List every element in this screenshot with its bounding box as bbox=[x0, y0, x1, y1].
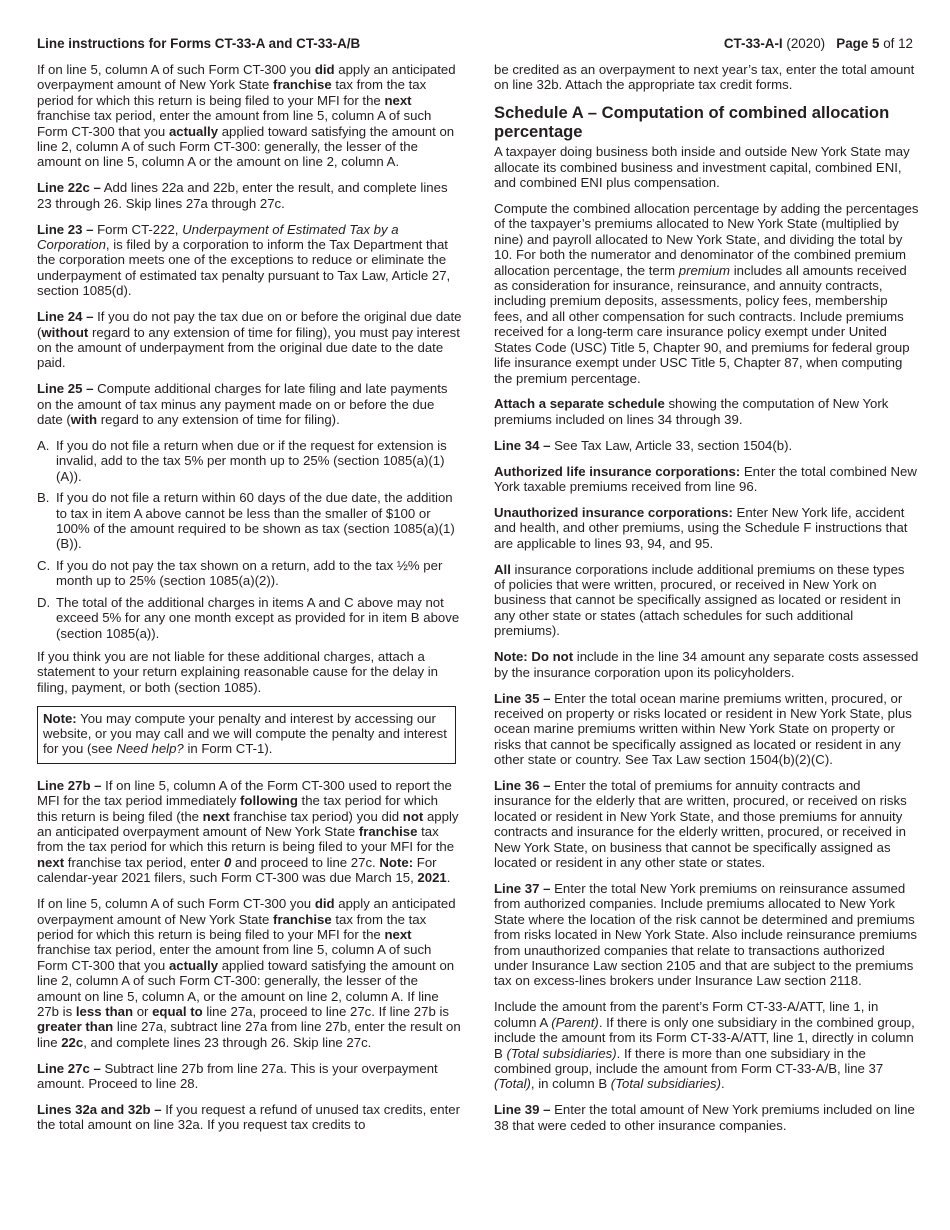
line-27c-instruction: Line 27c – Subtract line 27b from line 27a. This is your overpayment amount. Proceed to line 28. bbox=[37, 1060, 438, 1092]
paragraph-line5-did-apply: If on line 5, column A of such Form CT-300 you did apply an anticipated overpayment amount of New York State franchise tax from the tax period for which this return is being filed to your MFI for the next franchise tax period, enter the amount from line 5, column A of such Form CT-300 that you actually applied toward satisfying the amount on line 2, column A of such Form CT-300: generally, the lesser of the amount on line 5, column A or the amount on line 2, column A. bbox=[37, 62, 456, 170]
schedule-a-heading: Schedule A – Computation of combined allocation percentage bbox=[494, 103, 890, 142]
attach-schedule: Attach a separate schedule showing the computation of New York premiums included on lines 34 through 39. bbox=[494, 396, 889, 427]
page-header bbox=[37, 36, 913, 54]
line-34-instruction: Line 34 – See Tax Law, Article 33, section 1504(b). bbox=[494, 437, 793, 453]
line-23-instruction: Line 23 – Form CT-222, Underpayment of Estimated Tax by a Corporation, is filed by a corporation to inform the Tax Department that the corporation meets one of the exceptions to reduce or eliminate the underpayment of estimated tax penalty pursuant to Tax Law, Article 27, section 1085(d). bbox=[37, 221, 451, 299]
line-22c-instruction: Line 22c – Add lines 22a and 22b, enter the result, and complete lines 23 through 26. Skip lines 27a through 27c. bbox=[37, 180, 448, 211]
list-item: D. The total of the additional charges in items A and C above may not exceed 5% for any one month except as provided for in item B above (section 1085(a)). bbox=[37, 594, 460, 641]
list-item: C. If you do not pay the tax shown on a return, add to the tax ½% per month up to 25% (section 1085(a)(2)). bbox=[37, 557, 443, 589]
penalty-list bbox=[37, 438, 462, 641]
form-code: CT-33-A-I bbox=[723, 36, 783, 51]
page-total: of 12 bbox=[883, 36, 913, 51]
list-item: A. If you do not file a return when due or if the request for extension is invalid, add to the tax 5% per month up to 25% (section 1085(a)(1)(A)). bbox=[37, 438, 447, 484]
line-24-instruction: Line 24 – If you do not pay the tax due on or before the original due date (without regard to any extension of time for filing), you must pay interest on the amount of underpayment from the original due date to the date paid. bbox=[37, 309, 462, 371]
line-36-instruction: Line 36 – Enter the total of premiums for annuity contracts and insurance for the elderly that are written, procured, or received on risks located or resident in New York State, and those premiums for annuity contracts and insurance for the elderly written, procured, or received in New York State, on business that cannot be specifically assigned as located or resident in any other state or states. bbox=[494, 778, 907, 871]
all-insurance-corporations: All insurance corporations include additional premiums on these types of policies that were written, procured, or received in New York on business that cannot be specifically assigned as located or resident in any other state or states (attach schedules for such additional premiums). bbox=[494, 561, 905, 639]
list-item: B. If you do not file a return within 60 days of the due date, the addition to tax in item A above cannot be less than the smaller of $100 or 100% of the amount required to be shown as tax (section 1085(a)(1)(B)). bbox=[37, 490, 455, 552]
unauthorized-insurance: Unauthorized insurance corporations: Enter New York life, accident and health, and other premiums, using the Schedule F instructions that are applicable to lines 93, 94, and 95. bbox=[494, 504, 908, 551]
line-27b-instruction: Line 27b – If on line 5, column A of the Form CT-300 used to report the MFI for the tax period immediately following the tax period for which this return is being filed (the next franchise tax period) you did not apply an anticipated overpayment amount of New York State franchise tax from the tax period for which this return is being filed to your MFI for the next franchise tax period, enter 0 and proceed to line 27c. Note: For calendar-year 2021 filers, such Form CT-300 was due March 15, 2021. bbox=[37, 777, 459, 886]
note-box: Note: You may compute your penalty and interest by accessing our website, or you may call and we will compute the penalty and interest for you (see Need help? in Form CT-1). bbox=[37, 706, 456, 764]
left-column bbox=[37, 62, 462, 1143]
line-35-instruction: Line 35 – Enter the total ocean marine premiums written, procured, or received on property or risks located or resident in New York State, plus ocean marine premiums written within New York State on property or risks that cannot be specifically assigned as located or resident in any other state or country. See Tax Law section 1504(b)(2)(C). bbox=[494, 690, 912, 768]
authorized-life-insurance: Authorized life insurance corporations: Enter the total combined New York taxable premiums received from line 96. bbox=[494, 463, 917, 495]
note-line-34: Note: Do not include in the line 34 amount any separate costs assessed by the insurance corporation upon its policyholders. bbox=[494, 649, 919, 680]
header-title: Line instructions for Forms CT-33-A and CT-33-A/B bbox=[37, 36, 361, 51]
lines-32a-32b-instruction: Lines 32a and 32b – If you request a refund of unused tax credits, enter the total amount on line 32a. If you request tax credits to bbox=[37, 1102, 460, 1133]
page-number: Page 5 bbox=[836, 36, 880, 51]
schedule-a-intro: A taxpayer doing business both inside and outside New York State may allocate its combined business and investment capital, combined ENI, and combined ENI plus compensation. bbox=[494, 144, 910, 191]
line-25-instruction: Line 25 – Compute additional charges for late filing and late payments on the amount of tax minus any payment made on or before the due date (with regard to any extension of time for filing). bbox=[37, 381, 448, 428]
paragraph-line5-did-apply-2: If on line 5, column A of such Form CT-300 you did apply an anticipated overpayment amount of New York State franchise tax from the tax period for which this return is being filed to your MFI for the next franchise tax period, enter the amount from line 5, column A of such Form CT-300 that you actually applied toward satisfying the amount on line 2, column A of such Form CT-300: generally, the lesser of the amount on line 5, column A, or the amount on line 2, column A. If line 27b is less than or equal to line 27a, proceed to line 27c. If line 27b is greater than line 27a, subtract line 27a from line 27b, enter the result on line 22c, and complete lines 23 through 26. Skip line 27c. bbox=[37, 896, 461, 1050]
right-column bbox=[494, 62, 919, 1144]
line-37-instruction: Line 37 – Enter the total New York premiums on reinsurance assumed from authorized companies. Include premiums allocated to New York State where the location of the risk cannot be determined and premiums from risks located in New York State. Also include reinsurance premiums from unauthorized companies that relate to transactions authorized under Insurance Law section 2105 and that are subject to the premiums tax on excess-lines brokers under Insurance Law section 2118. bbox=[494, 880, 917, 989]
schedule-a-compute: Compute the combined allocation percentage by adding the percentages of the taxpayer’s premiums allocated to New York State (multiplied by nine) and payroll allocated to New York State, and dividing the total by 10. For both the numerator and denominator of the combined premium allocation percentage, the term premium includes all amounts received as consideration for insurance, reinsurance, and annuity contracts, including premium deposits, assessments, policy fees, membership fees, and all other compensation for such contracts. Include premiums received for a long-term care insurance policy exempt under United States Code (USC) Title 5, Chapter 90, and premiums for federal group life insurance exempt under USC Title 5, Chapter 87, when computing the premium percentage. bbox=[494, 201, 919, 386]
lines-32-continued: be credited as an overpayment to next year’s tax, enter the total amount on line 32b. Attach the appropriate tax credit forms. bbox=[494, 62, 915, 93]
header-page-info bbox=[724, 36, 913, 52]
form-year: (2020) bbox=[786, 36, 826, 51]
paragraph-not-liable: If you think you are not liable for these additional charges, attach a statement to your return explaining reasonable cause for the delay in filing, payment, or both (section 1085). bbox=[37, 648, 438, 695]
include-parent-amount: Include the amount from the parent’s Form CT-33-A/ATT, line 1, in column A (Parent). If there is only one subsidiary in the combined group, include the amount from its Form CT-33-A/ATT, line 1, directly in column B (Total subsidiaries). If there is more than one subsidiary in the combined group, include the amount from Form CT-33-A/B, line 37 (Total), in column B (Total subsidiaries). bbox=[494, 999, 915, 1092]
line-39-instruction: Line 39 – Enter the total amount of New York premiums included on line 38 that were ceded to other insurance companies. bbox=[494, 1102, 915, 1133]
